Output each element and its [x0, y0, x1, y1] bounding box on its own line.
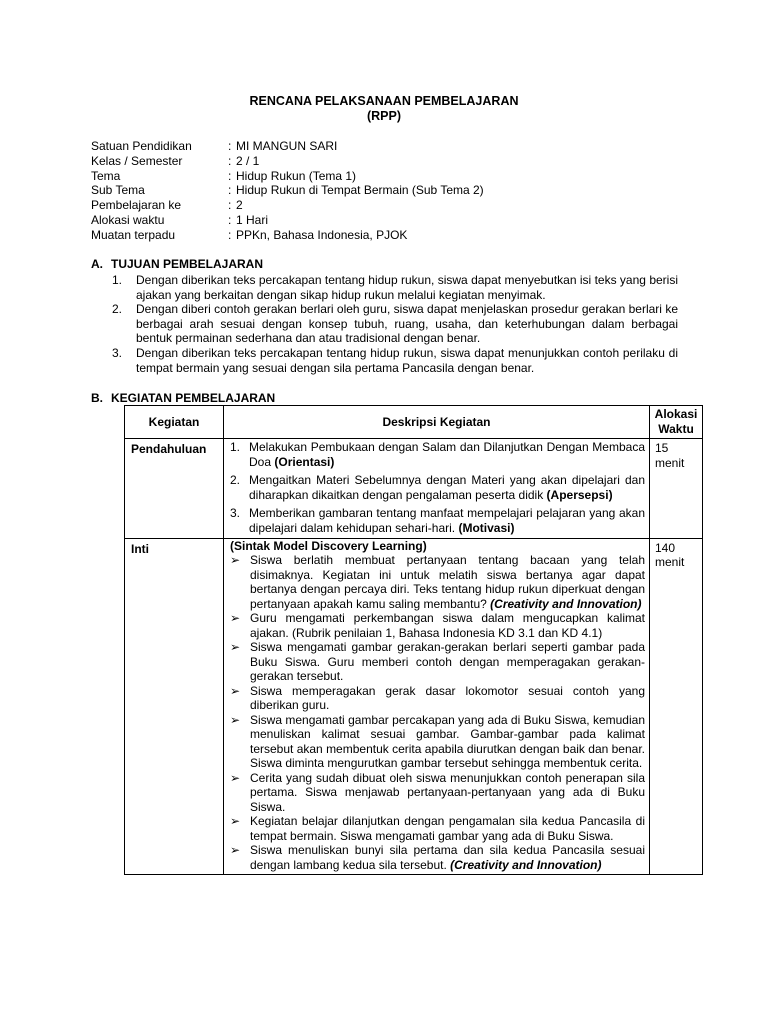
arrow-bullet-icon: ➢	[230, 611, 241, 626]
kegiatan-name: Pendahuluan	[125, 439, 224, 539]
header-alokasi	[650, 406, 703, 439]
item-number: 2.	[230, 473, 241, 488]
header-kegiatan: Kegiatan	[125, 406, 224, 439]
item-text: Dengan diberi contoh gerakan berlari oleh guru, siswa dapat menjelaskan prosedur gerakan berlari ke berbagai arah sesuai dengan konsep tubuh, ruang, usaha, dan keterhubungan dalam berbagai bentuk permainan sederhana dan atau tradisional dengan benar.	[136, 302, 678, 346]
list-item	[230, 473, 645, 502]
section-letter: A.	[91, 257, 103, 271]
info-colon: :	[228, 183, 232, 198]
list-item	[228, 553, 645, 611]
info-row	[91, 183, 484, 198]
arrow-bullet-icon: ➢	[230, 553, 241, 568]
item-text: Dengan diberikan teks percakapan tentang hidup rukun, siswa dapat menyebutkan isi teks yang berisi ajakan yang berkaitan dengan sikap hidup rukun melalui kegiatan menyimak.	[136, 273, 678, 302]
section-a-heading	[91, 257, 263, 272]
info-colon: :	[228, 153, 232, 168]
section-title: TUJUAN PEMBELAJARAN	[111, 257, 264, 271]
info-value: PPKn, Bahasa Indonesia, PJOK	[236, 227, 408, 242]
info-label: Sub Tema	[91, 183, 145, 198]
table-row	[125, 538, 703, 875]
info-colon: :	[228, 198, 232, 213]
item-number: 3.	[112, 345, 123, 360]
list-item	[112, 273, 678, 302]
item-text: Siswa memperagakan gerak dasar lokomotor sesuai contoh yang diberikan guru.	[250, 683, 645, 713]
list-item	[228, 640, 645, 684]
section-b-heading	[91, 391, 275, 406]
list-item	[112, 302, 678, 346]
info-row	[91, 213, 484, 228]
info-value: 2	[236, 198, 243, 213]
alokasi-cell	[650, 439, 703, 539]
item-text: Melakukan Pembukaan dengan Salam dan Dilanjutkan Dengan Membaca Doa	[249, 440, 645, 469]
info-row	[91, 198, 484, 213]
info-row	[91, 228, 484, 243]
inti-list	[224, 539, 649, 875]
info-row	[91, 169, 484, 184]
arrow-bullet-icon: ➢	[230, 712, 241, 727]
alokasi-cell	[650, 538, 703, 875]
header-alokasi-line2: Waktu	[658, 422, 694, 436]
item-text: Siswa mengamati gambar percakapan yang ada di Buku Siswa, kemudian menuliskan kalimat sesuai gambar. Gambar-gambar pada kalimat tersebut akan membentuk cerita apabila diurutkan dengan baik dan benar. Siswa diminta mengurutkan gambar tersebut sehingga membentuk cerita.	[250, 712, 645, 771]
info-label: Satuan Pendidikan	[91, 139, 192, 153]
document-title: RENCANA PELAKSANAAN PEMBELAJARAN	[249, 94, 519, 108]
item-text-wrap	[250, 843, 645, 872]
inti-heading: (Sintak Model Discovery Learning)	[230, 538, 427, 553]
item-text: Kegiatan belajar dilanjutkan dengan pengamalan sila kedua Pancasila di tempat bermain. Siswa mengamati gambar yang ada di Buku Siswa.	[250, 814, 645, 843]
list-item	[230, 440, 645, 469]
arrow-bullet-icon: ➢	[230, 814, 241, 829]
item-number: 1.	[112, 273, 123, 287]
item-tag: (Motivasi)	[458, 520, 515, 535]
list-item	[228, 771, 645, 815]
item-text-wrap	[249, 506, 645, 535]
arrow-bullet-icon: ➢	[230, 770, 241, 785]
kegiatan-table	[124, 405, 703, 875]
item-text: Siswa menuliskan bunyi sila pertama dan sila kedua Pancasila sesuai dengan lambang kedua sila tersebut.	[250, 843, 645, 872]
tujuan-list	[112, 273, 678, 375]
item-number: 3.	[230, 506, 241, 521]
item-tag: (Creativity and Innovation)	[490, 596, 642, 611]
alokasi-number: 140	[655, 540, 676, 555]
alokasi-number: 15	[655, 441, 669, 455]
list-item	[228, 814, 645, 843]
header-deskripsi: Deskripsi Kegiatan	[224, 406, 650, 439]
item-text: Mengaitkan Materi Sebelumnya dengan Materi yang akan dipelajari dan diharapkan dikaitkan dengan pengalaman peserta didik	[249, 473, 645, 502]
item-text: Siswa mengamati gambar gerakan-gerakan berlari seperti gambar pada Buku Siswa. Guru memberi contoh dengan memperagakan gerakan-gerakan tersebut.	[250, 640, 645, 684]
item-tag: (Apersepsi)	[546, 487, 613, 502]
info-label: Pembelajaran ke	[91, 198, 182, 213]
info-value: Hidup Rukun (Tema 1)	[236, 168, 357, 183]
section-title: KEGIATAN PEMBELAJARAN	[111, 391, 276, 405]
alokasi-unit: menit	[655, 555, 685, 570]
list-item	[228, 684, 645, 713]
arrow-bullet-icon: ➢	[230, 640, 241, 655]
item-number: 2.	[112, 302, 123, 317]
item-text-wrap	[249, 473, 645, 502]
item-text-wrap	[250, 553, 645, 611]
info-label: Tema	[91, 168, 121, 183]
table-row	[125, 439, 703, 539]
item-text: Siswa berlatih membuat pertanyaan tentang bacaan yang telah disimaknya. Kegiatan ini untuk melatih siswa bertanya agar dapat bertanya dengan percaya diri. Teks tentang hidup rukun diperkuat dengan pertanyaan apakah kamu saling membantu?	[250, 553, 645, 611]
item-text: Memberikan gambaran tentang manfaat mempelajari pelajaran yang akan dipelajari dalam kehidupan sehari-hari.	[249, 506, 645, 535]
list-item	[230, 506, 645, 535]
list-item	[228, 611, 645, 640]
info-row	[91, 139, 484, 154]
arrow-bullet-icon: ➢	[230, 843, 241, 858]
info-label: Kelas / Semester	[91, 153, 183, 168]
item-number: 1.	[230, 440, 241, 454]
info-colon: :	[228, 212, 232, 227]
identity-block	[91, 139, 484, 243]
item-text: Dengan diberikan teks percakapan tentang hidup rukun, siswa dapat menunjukkan contoh perilaku di tempat bermain yang sesuai dengan sila pertama Pancasila dengan benar.	[136, 345, 678, 375]
info-label: Alokasi waktu	[91, 212, 165, 227]
deskripsi-cell	[224, 439, 650, 539]
item-tag: (Orientasi)	[274, 454, 335, 469]
info-value: Hidup Rukun di Tempat Bermain (Sub Tema 2)	[236, 183, 484, 198]
info-label: Muatan terpadu	[91, 227, 176, 242]
pendahuluan-list	[224, 439, 649, 538]
item-text: Guru mengamati perkembangan siswa dalam mengucapkan kalimat ajakan. (Rubrik penilaian 1, Bahasa Indonesia KD 3.1 dan KD 4.1)	[250, 611, 645, 640]
deskripsi-cell	[224, 538, 650, 875]
kegiatan-name: Inti	[125, 538, 224, 875]
item-text-wrap	[249, 440, 645, 469]
arrow-bullet-icon: ➢	[230, 683, 241, 698]
info-value: MI MANGUN SARI	[236, 139, 338, 153]
table-header-row	[125, 406, 703, 439]
alokasi-unit: menit	[655, 455, 685, 470]
info-row	[91, 154, 484, 169]
item-tag: (Creativity and Innovation)	[450, 857, 602, 872]
item-text: Cerita yang sudah dibuat oleh siswa menunjukkan contoh penerapan sila pertama. Siswa menjawab pertanyaan-pertanyaan yang ada di Buku Siswa.	[250, 770, 645, 814]
info-colon: :	[228, 139, 232, 153]
list-item	[112, 346, 678, 375]
info-colon: :	[228, 227, 232, 242]
list-item	[228, 843, 645, 872]
info-value: 1 Hari	[236, 212, 269, 227]
document-subtitle: (RPP)	[366, 109, 402, 123]
section-letter: B.	[91, 391, 103, 405]
info-colon: :	[228, 168, 232, 183]
info-value: 2 / 1	[236, 153, 260, 168]
header-alokasi-line1: Alokasi	[654, 407, 698, 422]
list-item	[228, 713, 645, 771]
